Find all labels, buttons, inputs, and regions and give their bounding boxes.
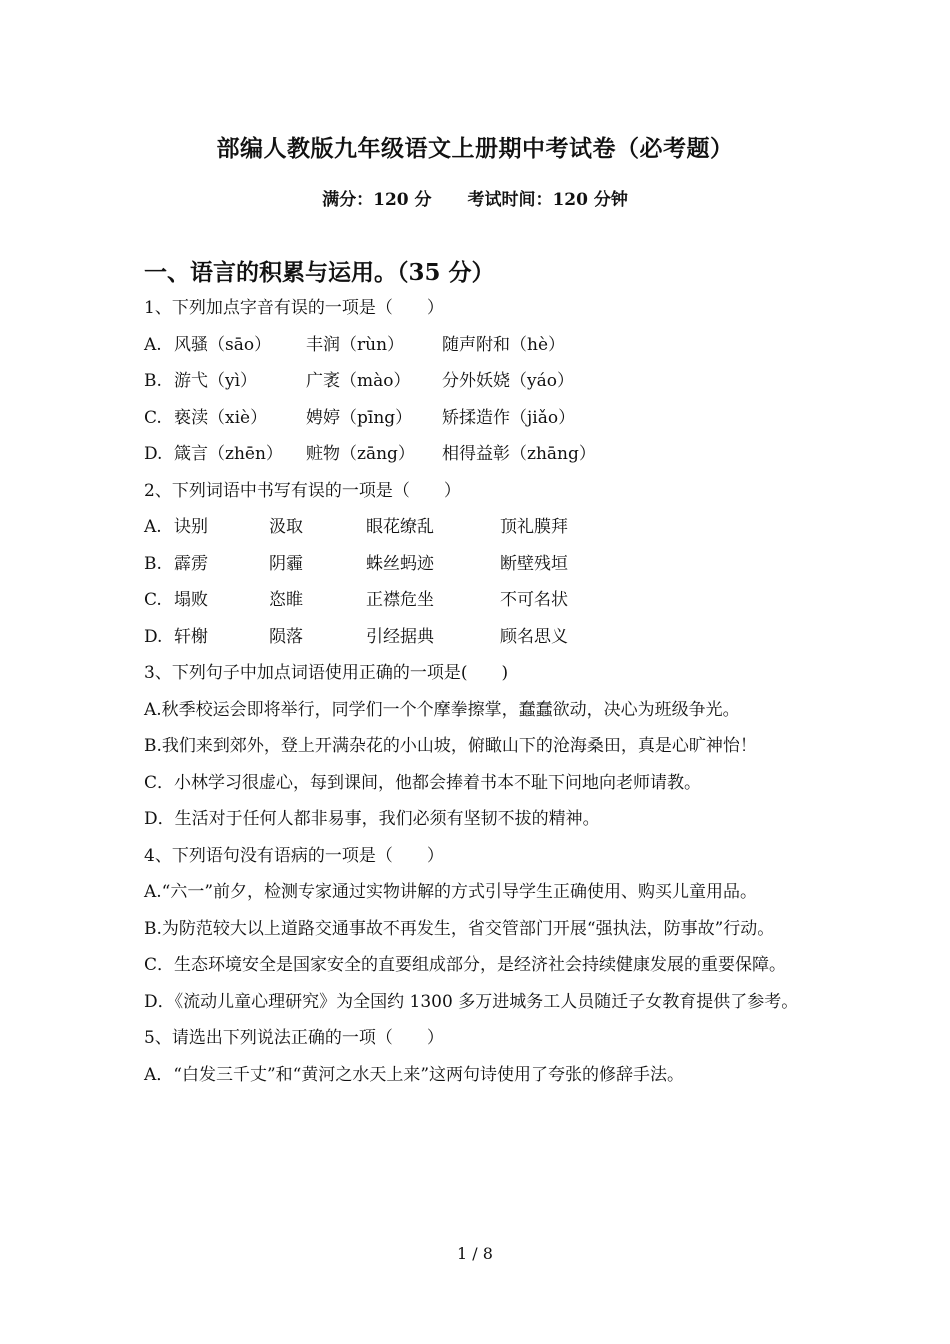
exam-title: 部编人教版九年级语文上册期中考试卷（必考题） — [216, 135, 734, 162]
option-item: 恣睢 — [269, 590, 303, 610]
question-1-stem: 1、下列加点字音有误的一项是（ ） — [144, 298, 444, 318]
question-2-option-c — [144, 582, 824, 619]
option-item: 娉婷（pīng） — [306, 407, 413, 428]
option-item: 蛛丝蚂迹 — [366, 553, 434, 574]
question-5-stem: 5、请选出下列说法正确的一项（ ） — [144, 1028, 444, 1048]
question-2-option-a — [144, 509, 824, 546]
page-number: 1 / 8 — [457, 1244, 493, 1263]
option-item: 轩榭 — [174, 626, 208, 647]
option-item: 诀别 — [174, 517, 208, 537]
option-item: 阴霾 — [269, 553, 303, 574]
option-item: 随声附和（hè） — [442, 334, 566, 355]
exam-time: 考试时间：120 分钟 — [467, 190, 628, 210]
option-item: 正襟危坐 — [366, 590, 434, 610]
full-score: 满分：120 分 — [322, 190, 432, 210]
option-item: 相得益彰（zhāng） — [442, 444, 596, 464]
option-item: 游弋（yì） — [174, 371, 258, 391]
option-item: 风骚（sāo） — [174, 334, 272, 355]
option-item: 断壁残垣 — [500, 553, 568, 574]
question-3-option-b: B.我们来到郊外，登上开满杂花的小山坡，俯瞰山下的沧海桑田，真是心旷神怡！ — [144, 736, 757, 756]
option-letter: B. — [144, 553, 162, 574]
question-2-option-b — [144, 546, 824, 583]
option-letter: B. — [144, 371, 162, 391]
question-3-option-c: C．小林学习很虚心，每到课间，他都会捧着书本不耻下问地向老师请教。 — [144, 772, 702, 793]
question-4-option-c: C．生态环境安全是国家安全的直要组成部分，是经济社会持续健康发展的重要保障。 — [144, 955, 787, 975]
option-letter: C. — [144, 407, 162, 428]
option-item: 分外妖娆（yáo） — [442, 371, 574, 391]
option-letter: D. — [144, 444, 163, 464]
question-3-stem: 3、下列句子中加点词语使用正确的一项是( ) — [144, 663, 509, 683]
exam-info — [0, 185, 950, 210]
section-heading: 一、语言的积累与运用。（35 分） — [144, 259, 495, 286]
question-5-option-a: A．“白发三千丈”和“黄河之水天上来”这两句诗使用了夸张的修辞手法。 — [144, 1064, 685, 1085]
question-2-stem: 2、下列词语中书写有误的一项是（ ） — [144, 480, 461, 501]
option-item: 箴言（zhēn） — [174, 444, 283, 464]
option-item: 汲取 — [269, 517, 303, 537]
question-1-option-b — [144, 363, 824, 400]
option-letter: A. — [144, 334, 162, 355]
option-item: 赃物（zāng） — [306, 444, 415, 464]
questions — [144, 290, 824, 1093]
option-item: 霹雳 — [174, 553, 208, 574]
option-letter: A. — [144, 517, 162, 537]
question-1-option-a — [144, 327, 824, 364]
option-item: 顾名思义 — [500, 626, 568, 647]
option-letter: C. — [144, 590, 162, 610]
option-item: 丰润（rùn） — [306, 334, 405, 355]
question-4-option-b: B.为防范较大以上道路交通事故不再发生，省交管部门开展“强执法，防事故”行动。 — [144, 918, 775, 939]
option-item: 引经据典 — [366, 626, 434, 647]
question-4-stem: 4、下列语句没有语病的一项是（ ） — [144, 845, 444, 866]
question-4-option-d: D．《流动儿童心理研究》为全国约 1300 多万进城务工人员随迁子女教育提供了参考。 — [144, 991, 799, 1012]
option-letter: D. — [144, 626, 163, 647]
option-item: 陨落 — [269, 626, 303, 647]
question-1-option-c — [144, 400, 824, 437]
option-item: 顶礼膜拜 — [500, 517, 568, 537]
option-item: 不可名状 — [500, 590, 568, 610]
option-item: 亵渎（xiè） — [174, 407, 268, 428]
option-item: 眼花缭乱 — [366, 517, 434, 537]
question-3-option-a: A.秋季校运会即将举行，同学们一个个摩拳擦掌，蠢蠢欲动，决心为班级争光。 — [144, 699, 740, 720]
question-1-option-d — [144, 436, 824, 473]
question-2-option-d — [144, 619, 824, 656]
option-item: 广袤（mào） — [306, 371, 411, 391]
question-4-option-a: A.“六一”前夕，检测专家通过实物讲解的方式引导学生正确使用、购买儿童用品。 — [144, 882, 758, 902]
question-3-option-d: D．生活对于任何人都非易事，我们必须有坚韧不拔的精神。 — [144, 809, 600, 829]
option-item: 塌败 — [174, 590, 208, 610]
option-item: 矫揉造作（jiǎo） — [442, 407, 576, 428]
